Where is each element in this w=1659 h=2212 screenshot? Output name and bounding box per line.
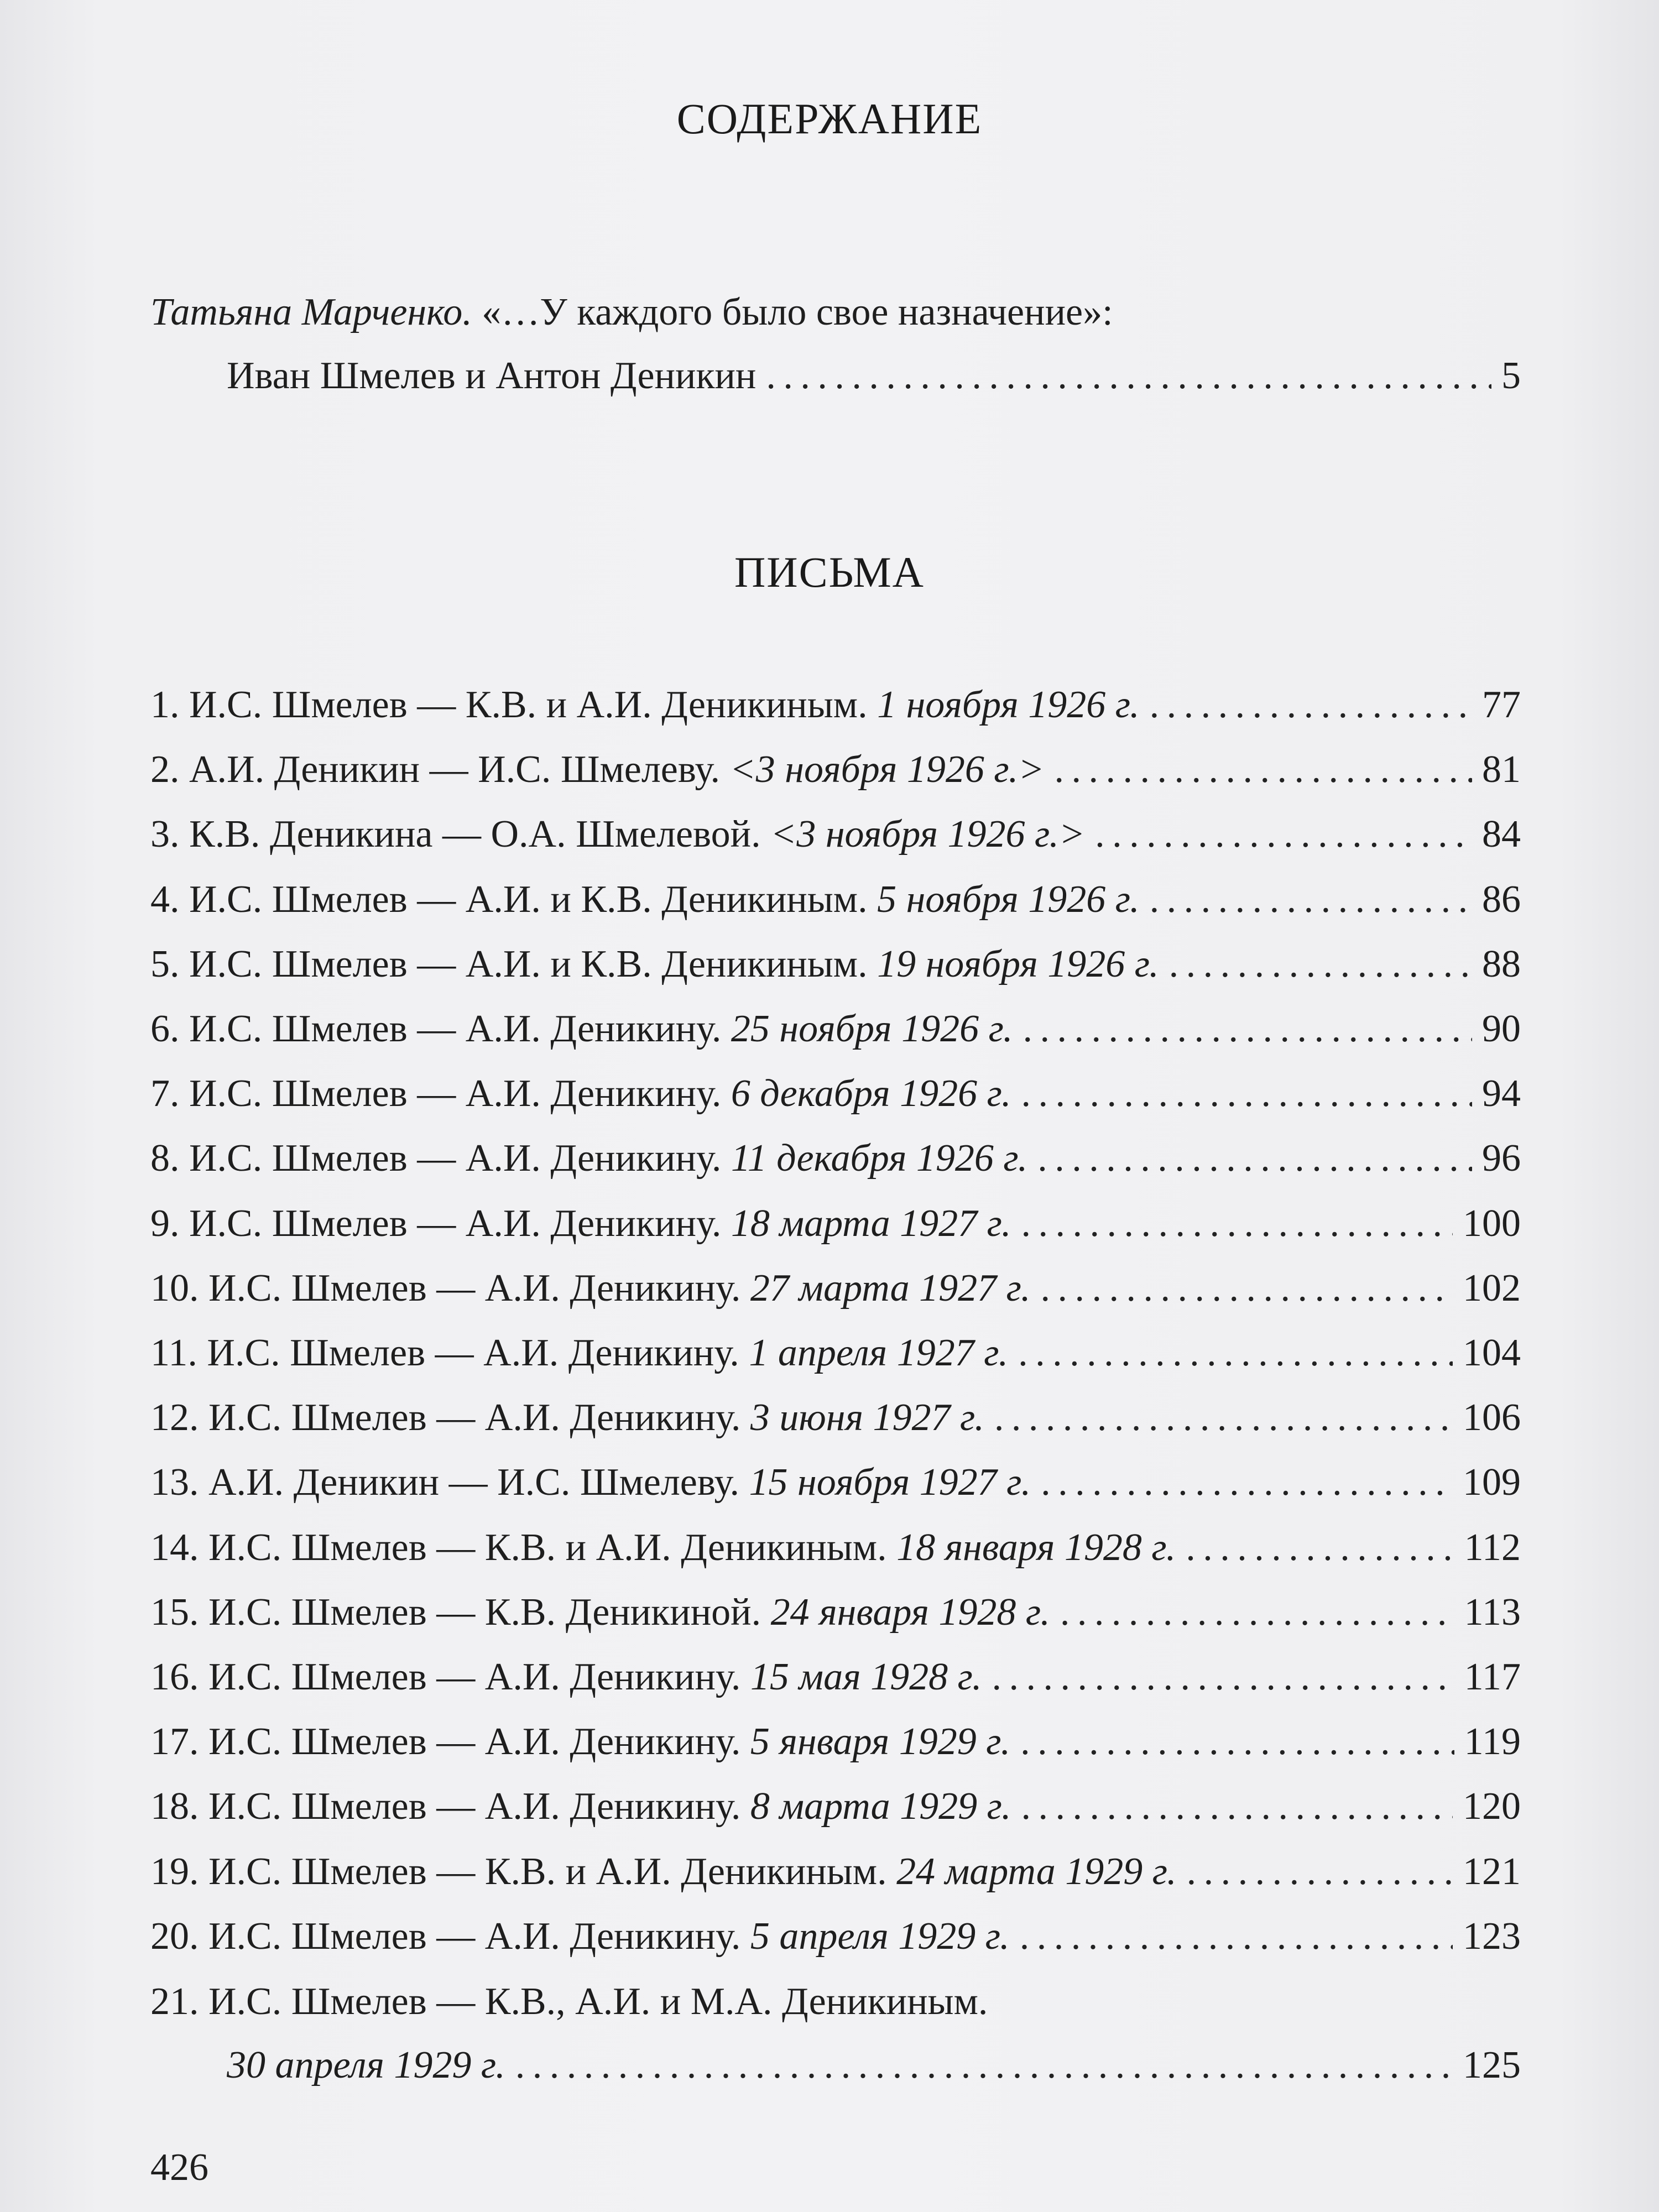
toc-entry [150,1850,1521,1900]
entry-date: 15 ноября 1927 г. [749,1461,1031,1504]
leader-dots [1169,942,1472,987]
leader-dots [1021,1202,1453,1246]
page-number: 125 [1463,2044,1521,2086]
entry-date: 24 марта 1929 г. [896,1850,1177,1893]
leader-dots [1055,748,1472,792]
entry-title: 19. И.С. Шмелев — К.В. и А.И. Деникиным. [150,1850,897,1893]
leader-dots [1020,1914,1453,1959]
entry-title: 7. И.С. Шмелев — А.И. Деникину. [150,1072,731,1115]
toc-entry-21-line2 [227,2043,1521,2093]
entry-date: 30 апреля 1929 г. [227,2044,505,2086]
entry-date: 8 марта 1929 г. [750,1785,1011,1828]
leader-dots [1037,1136,1472,1181]
page-number: 123 [1463,1915,1521,1958]
toc-entry [150,748,1521,797]
toc-entry [150,942,1521,992]
entry-date: 5 января 1929 г. [750,1720,1011,1763]
entry-date: 3 июня 1927 г. [750,1396,984,1439]
page-number: 94 [1482,1072,1521,1115]
intro-title-part1: «…У каждого было свое назначение»: [472,291,1113,333]
toc-entry-21-line1 [150,1980,1521,2030]
entry-date: 15 мая 1928 г. [750,1656,982,1698]
toc-entry [150,1072,1521,1121]
toc-entry [150,1331,1521,1381]
page-number: 96 [1482,1137,1521,1180]
leader-dots [766,354,1491,398]
leader-dots [992,1655,1454,1699]
entry-title: 9. И.С. Шмелев — А.И. Деникину. [150,1202,731,1245]
leader-dots [1022,1007,1472,1051]
toc-entry [150,1202,1521,1251]
leader-dots [1041,1460,1453,1505]
page-number: 121 [1463,1850,1521,1893]
contents-heading: СОДЕРЖАНИЕ [676,95,983,143]
entry-title: 6. И.С. Шмелев — А.И. Деникину. [150,1008,731,1050]
page-number: 100 [1463,1202,1521,1245]
page-number: 5 [1501,354,1521,397]
entry-title: 13. А.И. Деникин — И.С. Шмелеву. [150,1461,749,1504]
page-number: 90 [1482,1008,1521,1050]
leader-dots [1021,1072,1472,1116]
entry-title: 18. И.С. Шмелев — А.И. Деникину. [150,1785,750,1828]
entry-date: 18 января 1928 г. [896,1526,1176,1569]
entry-date: 19 ноября 1926 г. [877,943,1159,985]
leader-dots [1150,878,1472,922]
entry-title: 21. И.С. Шмелев — К.В., А.И. и М.А. Деникиным. [150,1980,988,2023]
page-number: 112 [1464,1526,1521,1569]
leader-dots [1186,1526,1454,1570]
leader-dots [1021,1785,1453,1829]
toc-entry [150,1007,1521,1057]
entry-date: 24 января 1928 г. [770,1591,1050,1634]
leader-dots [1095,812,1472,857]
toc-entry [150,1136,1521,1186]
leader-dots [515,2043,1453,2088]
entry-title: 20. И.С. Шмелев — А.И. Деникину. [150,1915,750,1958]
toc-entry [150,1526,1521,1575]
page-number: 77 [1482,684,1521,726]
entry-title: 14. И.С. Шмелев — К.В. и А.И. Деникиным. [150,1526,897,1569]
entry-title: 10. И.С. Шмелев — А.И. Деникину. [150,1267,750,1310]
leader-dots [1060,1590,1454,1635]
entry-title: 8. И.С. Шмелев — А.И. Деникину. [150,1137,731,1180]
entry-date: 5 апреля 1929 г. [750,1915,1010,1958]
entry-date: <3 ноября 1926 г.> [770,813,1086,855]
entry-title: 12. И.С. Шмелев — А.И. Деникину. [150,1396,750,1439]
leader-dots [1187,1850,1453,1894]
page-number: 106 [1463,1396,1521,1439]
page-number: 104 [1463,1332,1521,1374]
page-number: 81 [1482,748,1521,791]
entry-date: 6 декабря 1926 г. [731,1072,1011,1115]
leader-dots [1040,1266,1453,1311]
entry-title: 11. И.С. Шмелев — А.И. Деникину. [150,1332,749,1374]
entry-date: 25 ноября 1926 г. [731,1008,1013,1050]
entry-date: 11 декабря 1926 г. [731,1137,1028,1180]
page-number: 102 [1463,1267,1521,1310]
folio-page-number: 426 [150,2146,208,2189]
leader-dots [1020,1720,1454,1764]
entry-title: 4. И.С. Шмелев — А.И. и К.В. Деникиным. [150,878,878,921]
page-number: 119 [1464,1720,1521,1763]
page-number: 88 [1482,943,1521,985]
entry-date: 5 ноября 1926 г. [877,878,1140,921]
entry-date: 18 марта 1927 г. [731,1202,1011,1245]
leader-dots [1018,1331,1453,1375]
entry-title: 5. И.С. Шмелев — А.И. и К.В. Деникиным. [150,943,878,985]
leader-dots [994,1396,1453,1440]
entry-date: 27 марта 1927 г. [750,1267,1031,1310]
entry-title: 15. И.С. Шмелев — К.В. Деникиной. [150,1591,771,1634]
entry-date: 1 ноября 1926 г. [877,684,1140,726]
page-number: 84 [1482,813,1521,855]
entry-date: 1 апреля 1927 г. [749,1332,1009,1374]
page-number: 113 [1464,1591,1521,1634]
page-number: 86 [1482,878,1521,921]
entry-title: 3. К.В. Деникина — О.А. Шмелевой. [150,813,771,855]
toc-entry [150,1914,1521,1964]
toc-entry [150,1785,1521,1834]
toc-entry [150,878,1521,927]
entry-title: 16. И.С. Шмелев — А.И. Деникину. [150,1656,750,1698]
page-number: 109 [1463,1461,1521,1504]
toc-entry [150,1655,1521,1705]
entry-date: <3 ноября 1926 г.> [729,748,1045,791]
entry-title: 17. И.С. Шмелев — А.И. Деникину. [150,1720,750,1763]
toc-entry [150,1460,1521,1510]
page-number: 117 [1464,1656,1521,1698]
entry-title: 1. И.С. Шмелев — К.В. и А.И. Деникиным. [150,684,878,726]
toc-entry [150,1590,1521,1640]
intro-author: Татьяна Марченко. [150,291,472,333]
page-number: 120 [1463,1785,1521,1828]
entry-title: 2. А.И. Деникин — И.С. Шмелеву. [150,748,730,791]
toc-entry [150,1396,1521,1446]
toc-entry [150,812,1521,862]
intro-title-part2: Иван Шмелев и Антон Деникин [227,354,757,397]
toc-entry [150,683,1521,733]
intro-entry-line2 [227,354,1521,404]
leader-dots [1150,683,1472,727]
toc-entry [150,1266,1521,1316]
intro-entry-line1 [150,290,1113,335]
toc-entry [150,1720,1521,1770]
letters-heading: ПИСЬМА [734,548,925,596]
